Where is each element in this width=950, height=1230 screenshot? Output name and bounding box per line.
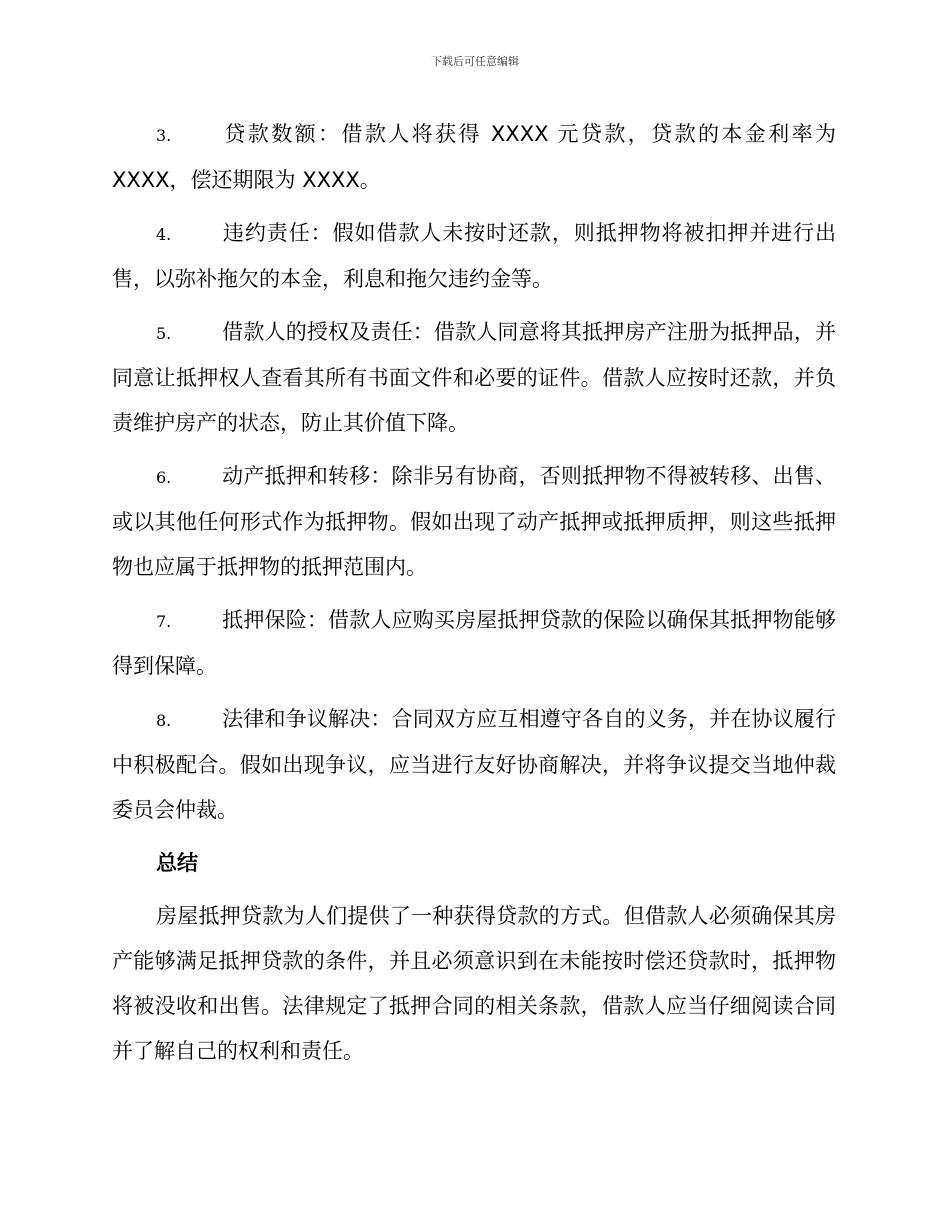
clause-text: 借款人的授权及责任：借款人同意将其抵押房产注册为抵押品，并同意让抵押权人查看其所有书面文件和必要的证件。借款人应按时还款，并负责维护房产的状态，防止其价值下降。: [112, 320, 836, 435]
clause-6: [112, 454, 836, 590]
clause-8: [112, 697, 836, 833]
clause-text: 贷款数额：借款人将获得 XXXX 元贷款，贷款的本金利率为 XXXX，偿还期限为 XXXX。: [112, 122, 836, 192]
clause-text: 法律和争议解决：合同双方应互相遵守各自的义务，并在协议履行中积极配合。假如出现争议，应当进行友好协商解决，并将争议提交当地仲裁委员会仲裁。: [112, 707, 836, 822]
clause-number: 5.: [156, 324, 172, 343]
summary-heading: 总结: [156, 851, 198, 875]
clause-4: [112, 211, 836, 302]
clause-number: 8.: [156, 711, 172, 730]
clause-5: [112, 310, 836, 446]
clause-number: 6.: [156, 468, 172, 487]
clause-text: 动产抵押和转移：除非另有协商，否则抵押物不得被转移、出售、或以其他任何形式作为抵押物。假如出现了动产抵押或抵押质押，则这些抵押物也应属于抵押物的抵押范围内。: [112, 464, 836, 579]
clause-number: 3.: [156, 126, 172, 145]
clause-3: [112, 112, 836, 203]
clause-text: 抵押保险：借款人应购买房屋抵押贷款的保险以确保其抵押物能够得到保障。: [112, 608, 836, 678]
document-body: [112, 112, 836, 1074]
summary-paragraph: 房屋抵押贷款为人们提供了一种获得贷款的方式。但借款人必须确保其房产能够满足抵押贷款的条件，并且必须意识到在未能按时偿还贷款时，抵押物将被没收和出售。法律规定了抵押合同的相关条款，借款人应当仔细阅读合同并了解自己的权利和责任。: [112, 904, 836, 1063]
page-header: 下载后可任意编辑: [431, 55, 519, 68]
clause-number: 4.: [156, 225, 172, 244]
clause-text: 违约责任：假如借款人未按时还款，则抵押物将被扣押并进行出售，以弥补拖欠的本金，利息和拖欠违约金等。: [112, 221, 836, 291]
clause-number: 7.: [156, 612, 172, 631]
clause-7: [112, 598, 836, 689]
